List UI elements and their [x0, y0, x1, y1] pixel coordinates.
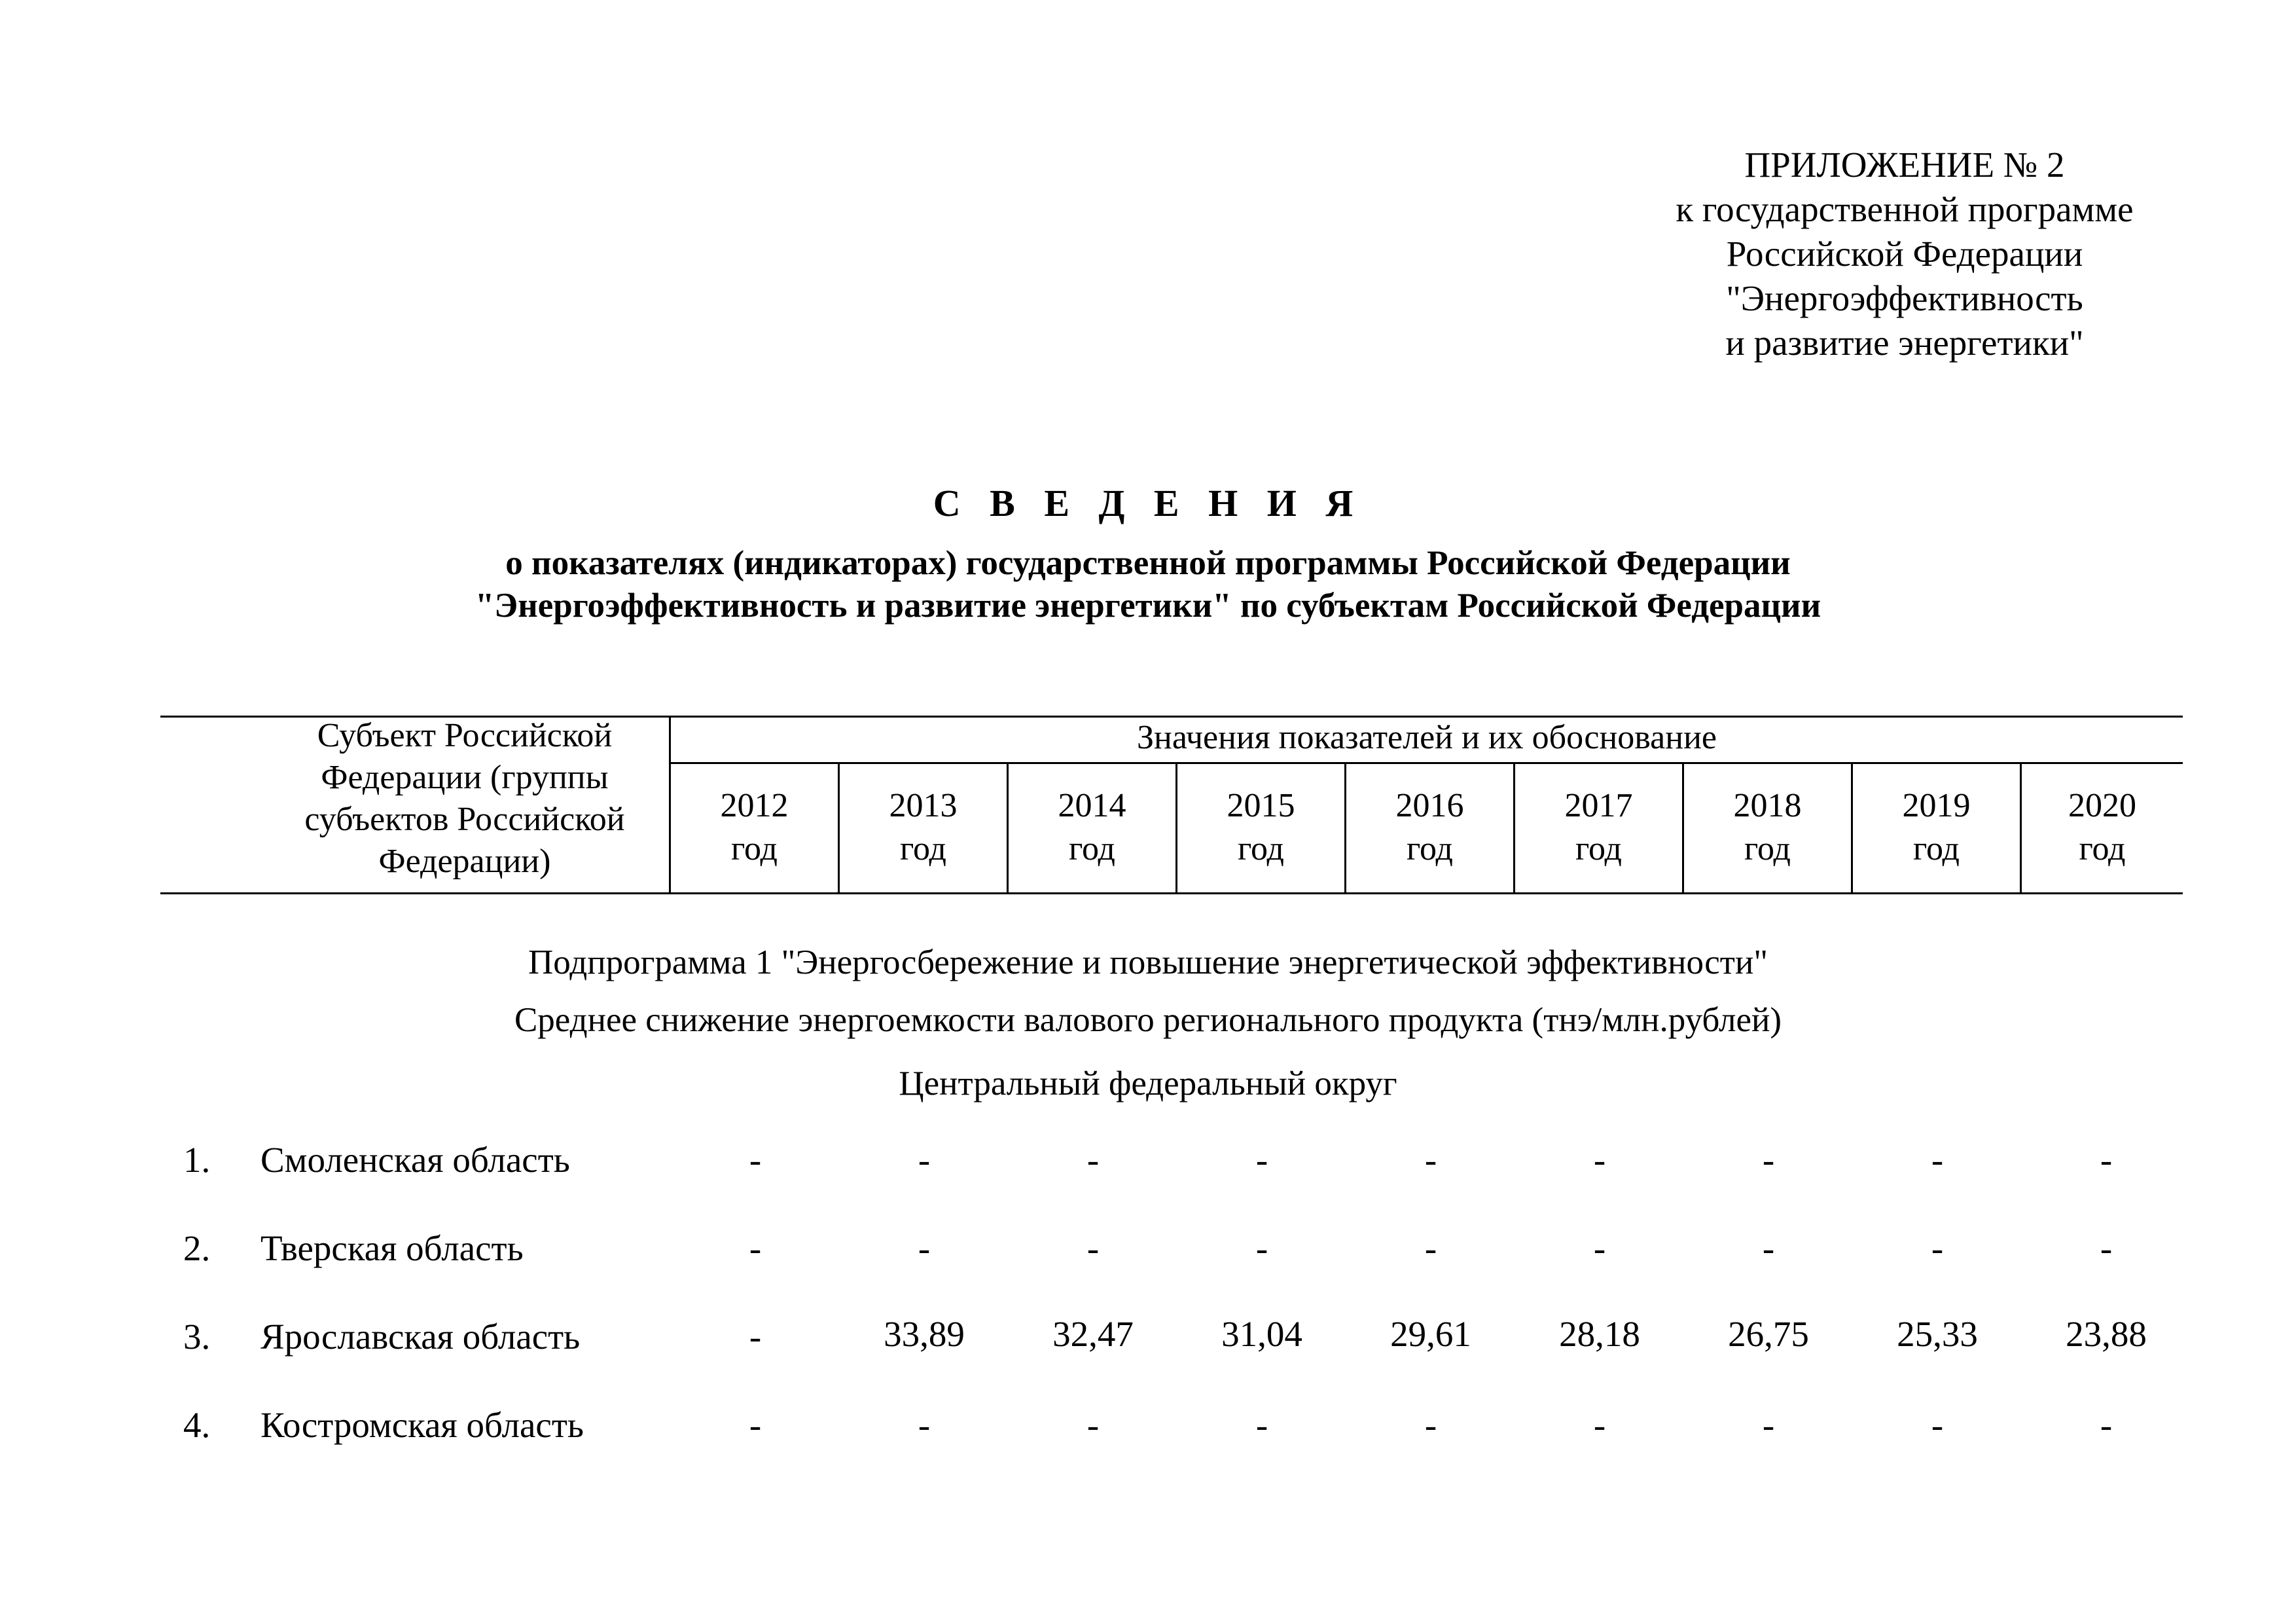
- subject-header-line: Федерации): [378, 843, 551, 880]
- table-cell: -: [1086, 1140, 1100, 1180]
- table-cell: 28,18: [1559, 1314, 1640, 1354]
- row-subject: Ярославская область: [260, 1317, 581, 1357]
- table-cell: 23,88: [2066, 1314, 2147, 1354]
- table-cell: -: [1424, 1140, 1437, 1180]
- appendix-line: ПРИЛОЖЕНИЕ № 2: [1744, 145, 2065, 185]
- year-header-2014: [1009, 784, 1175, 871]
- year-unit: год: [1913, 830, 1960, 867]
- table-cell: -: [1086, 1228, 1100, 1268]
- year-unit: год: [900, 830, 946, 867]
- table-cell: -: [749, 1317, 762, 1357]
- table-cell: -: [1424, 1228, 1437, 1268]
- year-header-2013: [840, 784, 1007, 871]
- table-cell: -: [749, 1405, 762, 1445]
- row-subject: Костромская область: [260, 1405, 584, 1445]
- year-header-2016: [1346, 784, 1513, 871]
- year-header-2017: [1515, 784, 1682, 871]
- year-value: 2017: [1564, 787, 1633, 824]
- row-subject: Смоленская область: [260, 1140, 570, 1180]
- table-cell: 33,89: [884, 1314, 965, 1354]
- subject-header-line: Федерации (группы: [321, 759, 609, 796]
- table-cell: -: [749, 1140, 762, 1180]
- row-number: 3.: [183, 1317, 211, 1357]
- table-cell: 26,75: [1728, 1314, 1809, 1354]
- table-cell: -: [2100, 1228, 2113, 1268]
- year-header-2018: [1684, 784, 1851, 871]
- district-caption: Центральный федеральный округ: [899, 1065, 1397, 1103]
- table-cell: -: [1762, 1228, 1775, 1268]
- year-unit: год: [1407, 830, 1453, 867]
- table-cell: -: [749, 1228, 762, 1268]
- table-cell: -: [1931, 1228, 1944, 1268]
- table-cell: -: [1593, 1140, 1606, 1180]
- table-cell: 25,33: [1897, 1314, 1978, 1354]
- document-title: С В Е Д Е Н И Я: [933, 482, 1363, 524]
- table-header-bottom-rule: [160, 892, 2183, 894]
- table-cell: 31,04: [1221, 1314, 1302, 1354]
- year-value: 2012: [720, 787, 789, 824]
- year-value: 2018: [1733, 787, 1802, 824]
- appendix-block: [1649, 143, 2160, 365]
- year-unit: год: [2079, 830, 2126, 867]
- document-subtitle-line-2: "Энергоэффективность и развитие энергетики" по субъектам Российской Федерации: [475, 587, 1821, 625]
- table-cell: -: [918, 1405, 931, 1445]
- values-column-header: Значения показателей и их обоснование: [1136, 719, 1717, 756]
- row-number: 4.: [183, 1405, 211, 1445]
- table-cell: -: [1255, 1140, 1268, 1180]
- values-header-rule: [671, 762, 2183, 764]
- subprogram-caption: Подпрограмма 1 "Энергосбережение и повышение энергетической эффективности": [528, 943, 1768, 981]
- row-number: 1.: [183, 1140, 211, 1180]
- year-unit: год: [1744, 830, 1791, 867]
- table-cell: -: [1931, 1140, 1944, 1180]
- year-value: 2016: [1395, 787, 1464, 824]
- year-unit: год: [1069, 830, 1115, 867]
- appendix-line: Российской Федерации: [1726, 234, 2083, 274]
- table-cell: -: [1424, 1405, 1437, 1445]
- table-cell: -: [918, 1140, 931, 1180]
- appendix-line: "Энергоэффективность: [1726, 278, 2083, 318]
- appendix-line: и развитие энергетики": [1725, 323, 2084, 363]
- table-cell: -: [1762, 1140, 1775, 1180]
- year-value: 2014: [1058, 787, 1126, 824]
- row-number: 2.: [183, 1228, 211, 1268]
- table-cell: -: [1593, 1405, 1606, 1445]
- year-value: 2013: [889, 787, 958, 824]
- document-subtitle-line-1: о показателях (индикаторах) государственной программы Российской Федерации: [505, 544, 1791, 582]
- table-cell: 32,47: [1052, 1314, 1134, 1354]
- table-cell: -: [2100, 1405, 2113, 1445]
- year-value: 2019: [1902, 787, 1971, 824]
- subject-header-line: субъектов Российской: [304, 801, 625, 838]
- table-cell: -: [1255, 1405, 1268, 1445]
- table-cell: -: [2100, 1140, 2113, 1180]
- table-cell: -: [918, 1228, 931, 1268]
- year-unit: год: [1575, 830, 1622, 867]
- year-header-2020: [2022, 784, 2183, 871]
- table-cell: -: [1593, 1228, 1606, 1268]
- year-header-2019: [1853, 784, 2020, 871]
- subject-header-line: Субъект Российской: [317, 717, 613, 754]
- table-cell: -: [1255, 1228, 1268, 1268]
- table-cell: 29,61: [1390, 1314, 1471, 1354]
- indicator-caption: Среднее снижение энергоемкости валового регионального продукта (тнэ/млн.рублей): [514, 1001, 1782, 1039]
- appendix-line: к государственной программе: [1676, 189, 2134, 229]
- year-header-2012: [671, 784, 838, 871]
- table-cell: -: [1086, 1405, 1100, 1445]
- year-unit: год: [731, 830, 778, 867]
- year-value: 2020: [2068, 787, 2136, 824]
- row-subject: Тверская область: [260, 1228, 524, 1268]
- year-header-2015: [1177, 784, 1344, 871]
- subject-column-header: [262, 715, 668, 883]
- table-cell: -: [1931, 1405, 1944, 1445]
- table-cell: -: [1762, 1405, 1775, 1445]
- year-unit: год: [1238, 830, 1284, 867]
- year-value: 2015: [1227, 787, 1295, 824]
